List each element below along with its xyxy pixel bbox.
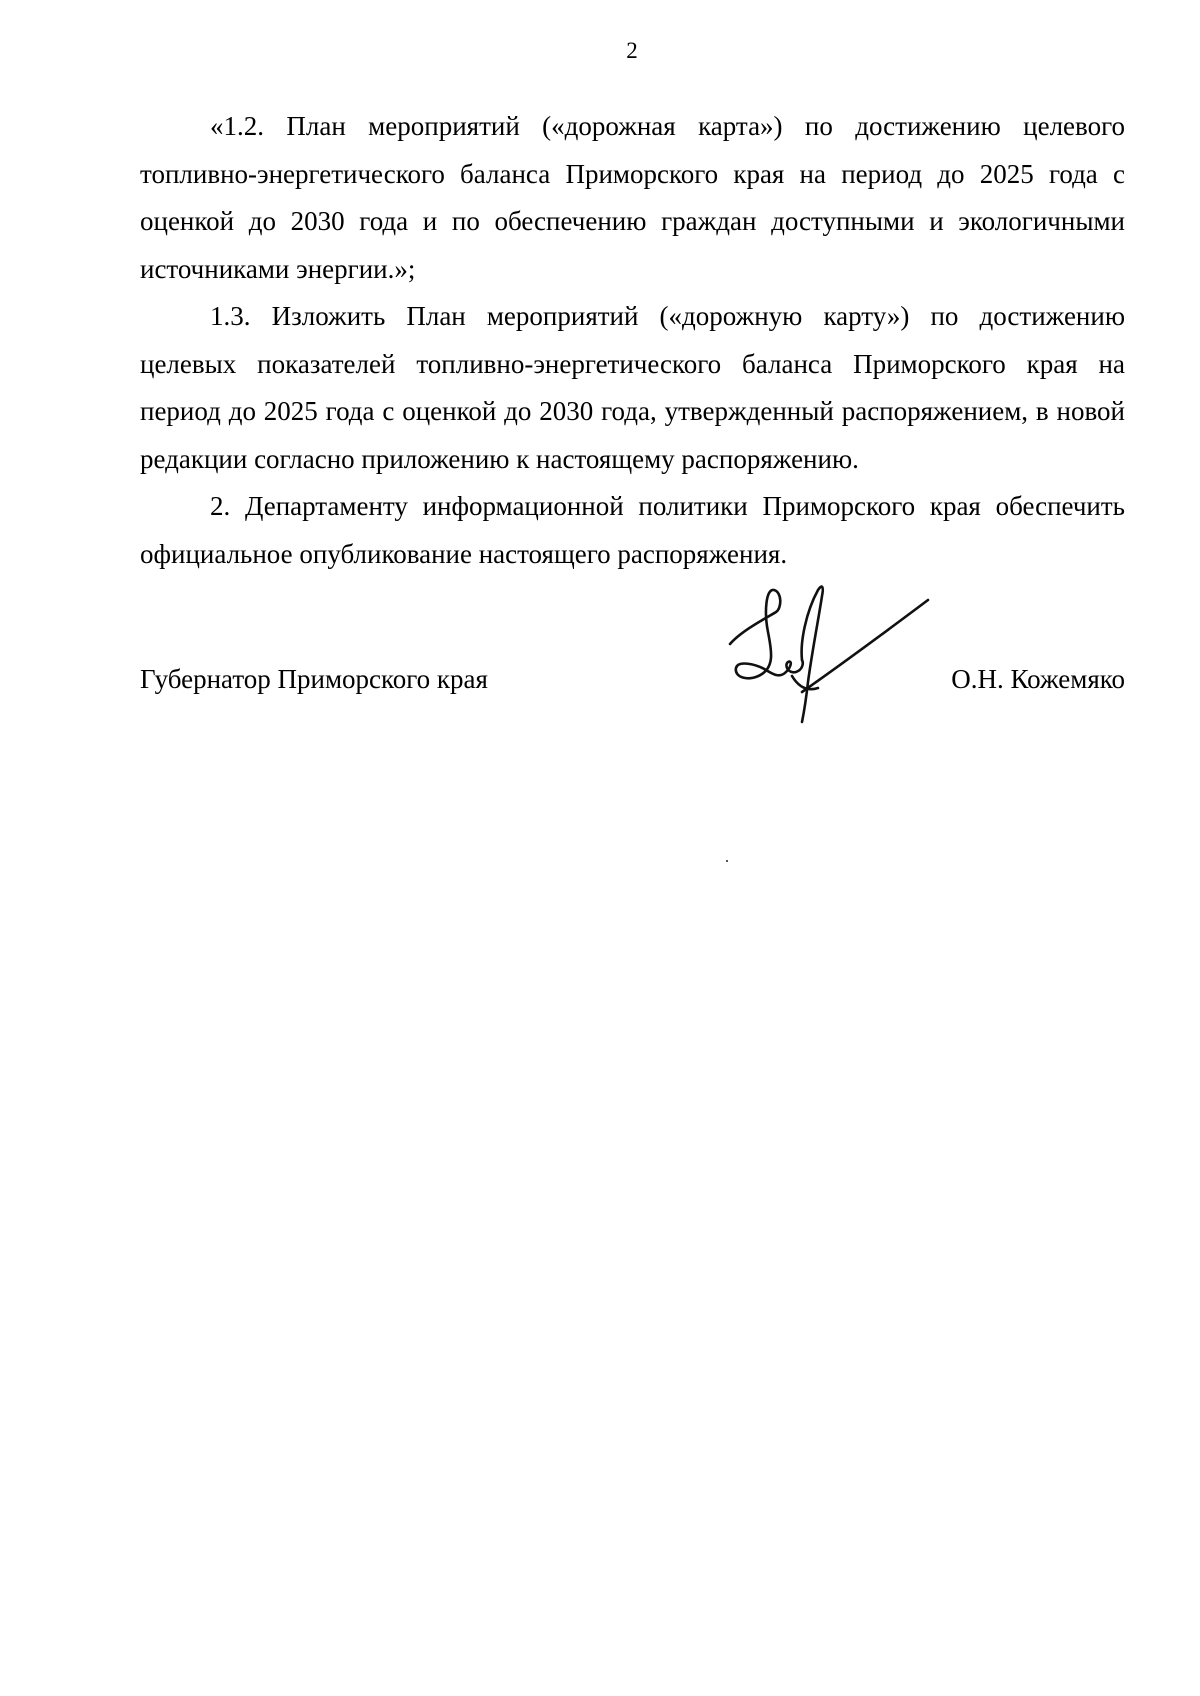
page-number: 2 (626, 38, 638, 63)
paragraph-2: 2. Департаменту информационной политики Приморского края обеспечить официальное опубликование настоящего распоряжения. (140, 491, 1125, 569)
signatory-name: О.Н. Кожемяко (951, 664, 1125, 694)
document-body (140, 103, 1125, 578)
paragraph-1-3: 1.3. Изложить План мероприятий («дорожную карту») по достижению целевых показателей топливно-энергетического баланса Приморского края на период до 2025 года с оценкой до 2030 года, утвержденный распоряжением, в новой редакции согласно приложению к настоящему распоряжению. (140, 301, 1125, 474)
scan-speck (726, 860, 728, 862)
signature-block (140, 664, 1125, 704)
handwritten-signature (722, 582, 942, 742)
paragraph-1-2: «1.2. План мероприятий («дорожная карта») по достижению целевого топливно-энергетического баланса Приморского края на период до 2025 года с оценкой до 2030 года и по обеспечению граждан доступными и экологичными источниками энергии.»; (140, 111, 1125, 284)
signatory-position: Губернатор Приморского края (140, 664, 488, 694)
